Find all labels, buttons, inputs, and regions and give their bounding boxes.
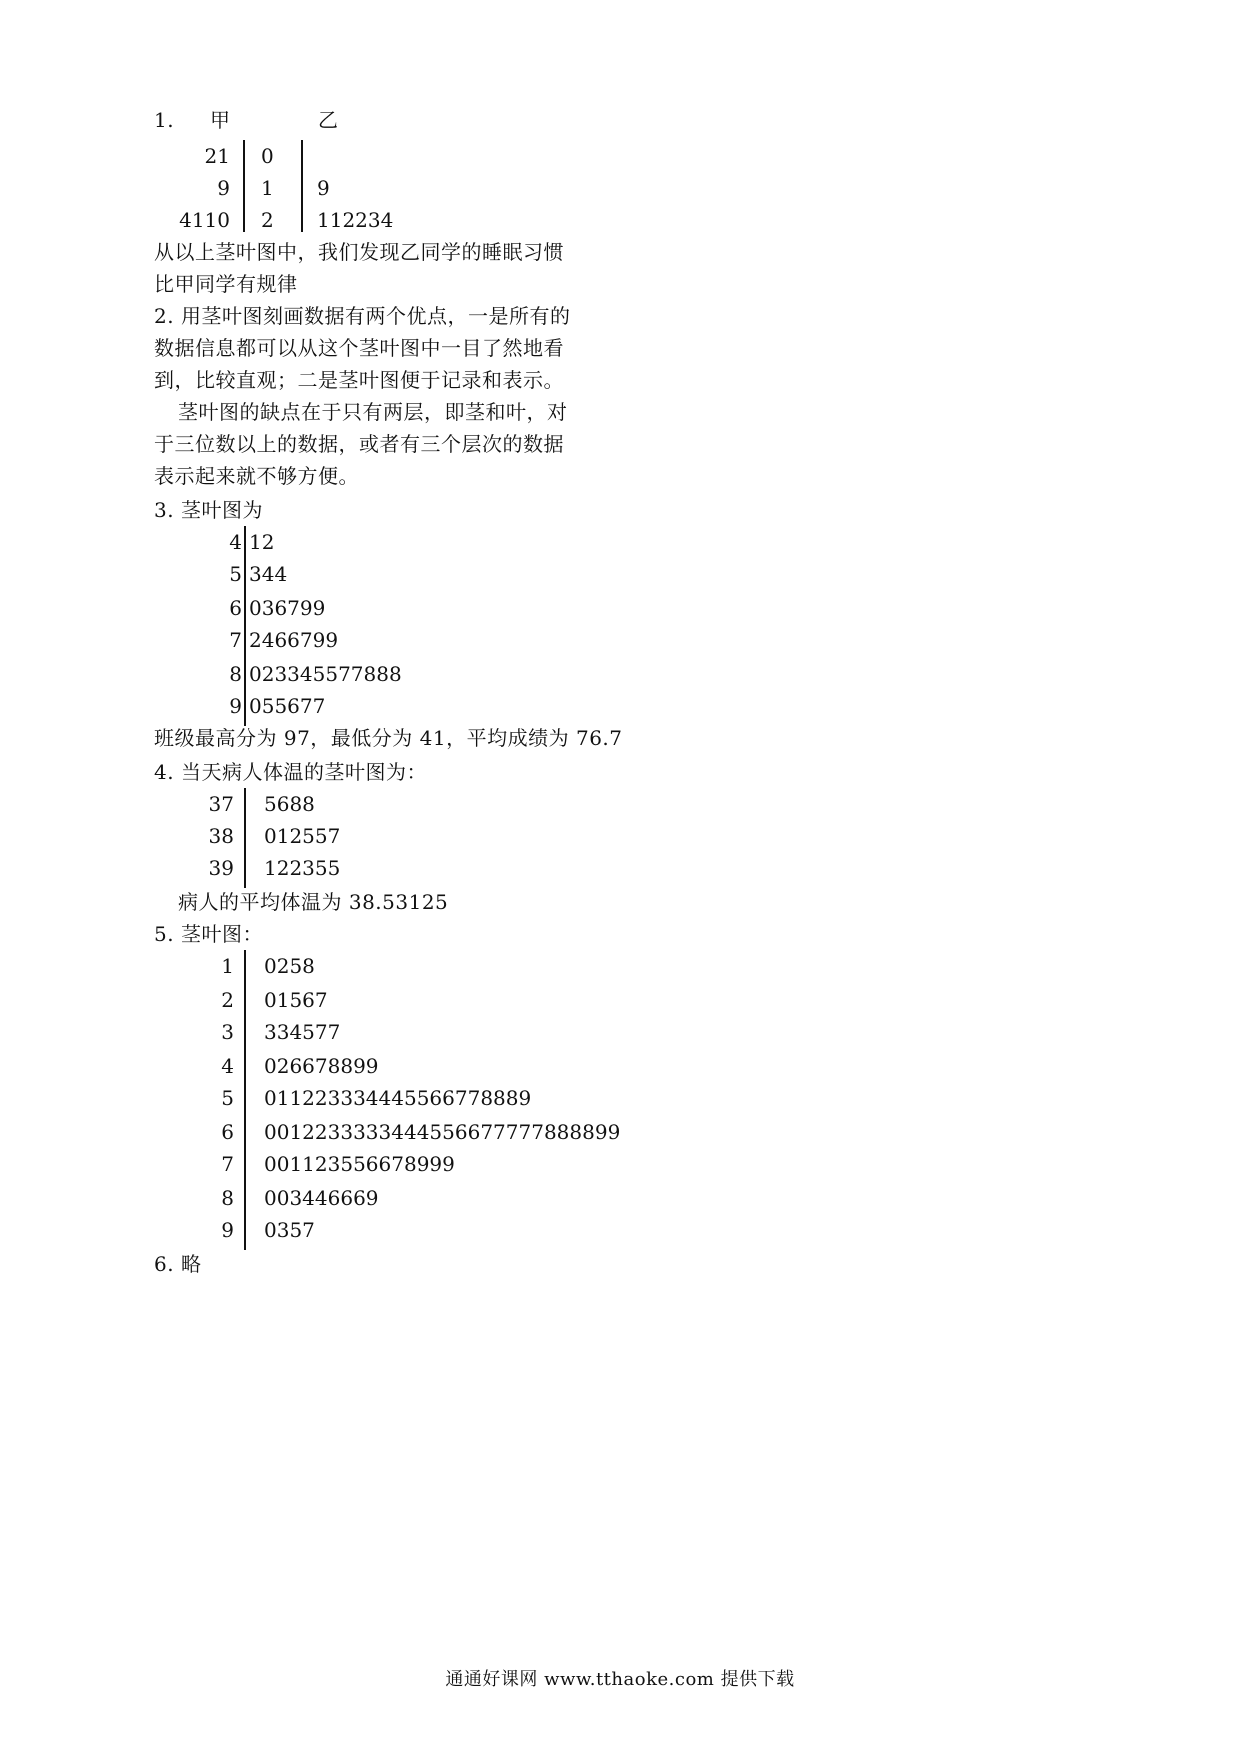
q1-row-right-leaf: 9 <box>317 176 330 200</box>
q1-conclusion-line: 比甲同学有规律 <box>154 272 298 296</box>
q4-divider <box>244 788 246 888</box>
q2-paragraph-line: 数据信息都可以从这个茎叶图中一目了然地看 <box>154 336 564 360</box>
footer-source: 通通好课网 www.tthaoke.com 提供下载 <box>445 1669 795 1690</box>
q5-row-leaf: 0258 <box>264 954 315 978</box>
q3-row-stem: 7 <box>229 628 242 652</box>
q2-paragraph-line: 于三位数以上的数据，或者有三个层次的数据 <box>154 432 564 456</box>
q3-row-stem: 4 <box>229 530 242 554</box>
q3-row-leaf: 036799 <box>249 596 326 620</box>
q5-row-stem: 9 <box>221 1218 234 1242</box>
q3-row-stem: 9 <box>229 694 242 718</box>
q1-left-divider <box>243 140 245 232</box>
q5-row-stem: 2 <box>221 988 234 1012</box>
q4-row-leaf: 012557 <box>264 824 341 848</box>
q5-divider <box>244 950 246 1250</box>
q5-row-stem: 8 <box>221 1186 234 1210</box>
q4-row-stem: 37 <box>208 792 234 816</box>
q3-summary: 班级最高分为 97，最低分为 41，平均成绩为 76.7 <box>154 726 623 750</box>
q5-row-stem: 4 <box>221 1054 234 1078</box>
q4-row-stem: 38 <box>208 824 234 848</box>
q1-row-stem: 2 <box>261 208 274 232</box>
q2-paragraph-line: 表示起来就不够方便。 <box>154 464 359 488</box>
q5-row-stem: 7 <box>221 1152 234 1176</box>
q1-right-divider <box>301 140 303 232</box>
q3-row-stem: 5 <box>229 562 242 586</box>
q5-row-leaf: 0357 <box>264 1218 315 1242</box>
q1-header-yi: 乙 <box>318 108 338 132</box>
q2-paragraph-line: 到，比较直观；二是茎叶图便于记录和表示。 <box>154 368 564 392</box>
q3-row-leaf: 023345577888 <box>249 662 402 686</box>
q3-heading: 3. 茎叶图为 <box>154 498 263 522</box>
q5-row-leaf: 01567 <box>264 988 328 1012</box>
q1-row-left-leaf: 21 <box>204 144 230 168</box>
q2-paragraph-line: 2. 用茎叶图刻画数据有两个优点，一是所有的 <box>154 304 571 328</box>
q4-row-leaf: 122355 <box>264 856 341 880</box>
q2-paragraph-line: 茎叶图的缺点在于只有两层，即茎和叶，对 <box>178 400 568 424</box>
q1-row-stem: 0 <box>261 144 274 168</box>
q5-row-leaf: 011223334445566778889 <box>264 1086 532 1110</box>
q6-answer: 6. 略 <box>154 1252 202 1276</box>
q5-row-leaf: 003446669 <box>264 1186 379 1210</box>
q3-row-leaf: 055677 <box>249 694 326 718</box>
q1-row-left-leaf: 4110 <box>179 208 230 232</box>
q5-row-leaf: 0012233333444556677777888899 <box>264 1120 621 1144</box>
q1-number: 1. <box>154 108 175 132</box>
q5-row-stem: 5 <box>221 1086 234 1110</box>
q3-row-stem: 8 <box>229 662 242 686</box>
q1-header-jia: 甲 <box>210 108 230 132</box>
q1-row-left-leaf: 9 <box>217 176 230 200</box>
q5-row-leaf: 334577 <box>264 1020 341 1044</box>
q4-row-stem: 39 <box>208 856 234 880</box>
q5-row-leaf: 026678899 <box>264 1054 379 1078</box>
q1-conclusion-line: 从以上茎叶图中，我们发现乙同学的睡眠习惯 <box>154 240 564 264</box>
q3-row-stem: 6 <box>229 596 242 620</box>
q4-row-leaf: 5688 <box>264 792 315 816</box>
q4-summary: 病人的平均体温为 38.53125 <box>178 890 449 914</box>
q4-heading: 4. 当天病人体温的茎叶图为： <box>154 760 427 784</box>
q5-row-stem: 3 <box>221 1020 234 1044</box>
q3-row-leaf: 344 <box>249 562 288 586</box>
q3-row-leaf: 12 <box>249 530 275 554</box>
q1-row-right-leaf: 112234 <box>317 208 394 232</box>
q5-row-leaf: 001123556678999 <box>264 1152 455 1176</box>
q1-row-stem: 1 <box>261 176 274 200</box>
q5-row-stem: 6 <box>221 1120 234 1144</box>
q5-heading: 5. 茎叶图： <box>154 922 263 946</box>
q3-divider <box>244 526 246 726</box>
q3-row-leaf: 2466799 <box>249 628 339 652</box>
q5-row-stem: 1 <box>221 954 234 978</box>
